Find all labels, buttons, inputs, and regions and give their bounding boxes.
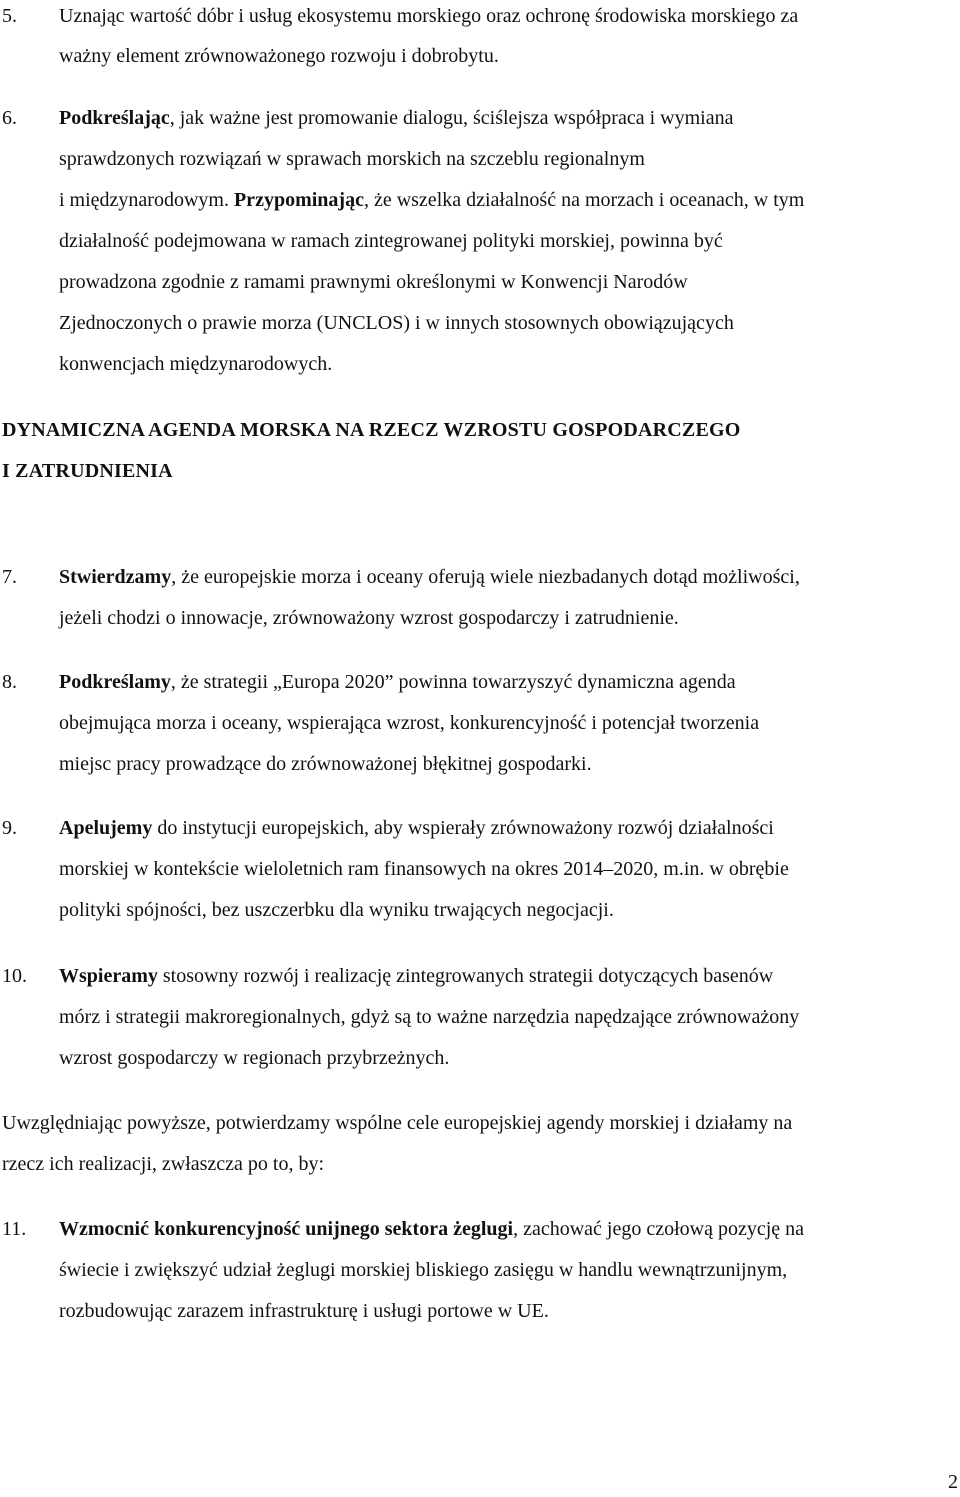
item-text: , jak ważne jest promowanie dialogu, ściślejsza współpraca i wymiana (169, 107, 734, 129)
item-line: prowadzona zgodnie z ramami prawnymi określonymi w Konwencji Narodów (59, 271, 688, 293)
emphasis-text: Przypominając (233, 189, 364, 211)
item-text: , że wszelka działalność na morzach i oceanach, w tym (363, 189, 805, 211)
item-line: sprawdzonych rozwiązań w sprawach morskich na szczeblu regionalnym (59, 148, 645, 170)
heading-line: DYNAMICZNA AGENDA MORSKA NA RZECZ WZROSTU GOSPODARCZEGO (2, 419, 741, 441)
heading-line: I ZATRUDNIENIA (2, 460, 173, 482)
emphasis-text: Apelujemy (59, 817, 153, 839)
item-line: ważny element zrównoważonego rozwoju i dobrobytu. (59, 45, 499, 67)
item-text: do instytucji europejskich, aby wspierały zrównoważony rozwój działalności (152, 817, 774, 839)
item-line (59, 808, 774, 849)
item-number: 11. (2, 1218, 27, 1240)
paragraph-line: rzecz ich realizacji, zwłaszcza po to, by: (2, 1153, 325, 1175)
item-number: 10. (2, 965, 27, 987)
item-text: , zachować jego czołową pozycję na (513, 1218, 805, 1240)
page-number: 2 (948, 1471, 958, 1493)
item-line: Zjednoczonych o prawie morza (UNCLOS) i w innych stosownych obowiązujących (59, 312, 734, 334)
item-line: konwencjach międzynarodowych. (59, 353, 333, 375)
item-number: 9. (2, 817, 17, 839)
item-line: miejsc pracy prowadzące do zrównoważonej błękitnej gospodarki. (59, 753, 592, 775)
item-number: 8. (2, 671, 17, 693)
item-line: morskiej w kontekście wieloletnich ram finansowych na okres 2014–2020, m.in. w obrębie (59, 858, 789, 880)
item-number: 6. (2, 107, 17, 129)
emphasis-text: Podkreślając (59, 107, 170, 129)
item-text: stosowny rozwój i realizację zintegrowanych strategii dotyczących basenów (157, 965, 774, 987)
item-text: i międzynarodowym. (59, 189, 234, 211)
emphasis-text: Wzmocnić konkurencyjność unijnego sektora żeglugi (59, 1218, 514, 1240)
paragraph-line: Uwzględniając powyższe, potwierdzamy wspólne cele europejskiej agendy morskiej i działamy na (2, 1112, 793, 1134)
item-text: , że europejskie morza i oceany oferują wiele niezbadanych dotąd możliwości, (171, 566, 800, 588)
item-line: mórz i strategii makroregionalnych, gdyż są to ważne narzędzia napędzające zrównoważony (59, 1006, 800, 1028)
item-line: jeżeli chodzi o innowacje, zrównoważony wzrost gospodarczy i zatrudnienie. (59, 607, 679, 629)
item-line: obejmująca morza i oceany, wspierająca wzrost, konkurencyjność i potencjał tworzenia (59, 712, 760, 734)
item-line: działalność podejmowana w ramach zintegrowanej polityki morskiej, powinna być (59, 230, 723, 252)
item-line (59, 98, 733, 139)
item-line: Uznając wartość dóbr i usług ekosystemu morskiego oraz ochronę środowiska morskiego za (59, 5, 799, 27)
item-line: świecie i zwiększyć udział żeglugi morskiej bliskiego zasięgu w handlu wewnątrzunijnym, (59, 1259, 788, 1281)
item-line (59, 180, 804, 221)
item-number: 5. (2, 5, 17, 27)
item-text: , że strategii „Europa 2020” powinna towarzyszyć dynamiczna agenda (170, 671, 736, 693)
item-line: polityki spójności, bez uszczerbku dla wyniku trwających negocjacji. (59, 899, 614, 921)
item-line (59, 1209, 804, 1250)
item-line: wzrost gospodarczy w regionach przybrzeżnych. (59, 1047, 450, 1069)
item-line: rozbudowując zarazem infrastrukturę i usługi portowe w UE. (59, 1300, 549, 1322)
emphasis-text: Podkreślamy (59, 671, 171, 693)
item-number: 7. (2, 566, 17, 588)
item-line (59, 557, 800, 598)
emphasis-text: Wspieramy (59, 965, 158, 987)
emphasis-text: Stwierdzamy (59, 566, 172, 588)
item-line (59, 956, 773, 997)
item-line (59, 662, 736, 703)
